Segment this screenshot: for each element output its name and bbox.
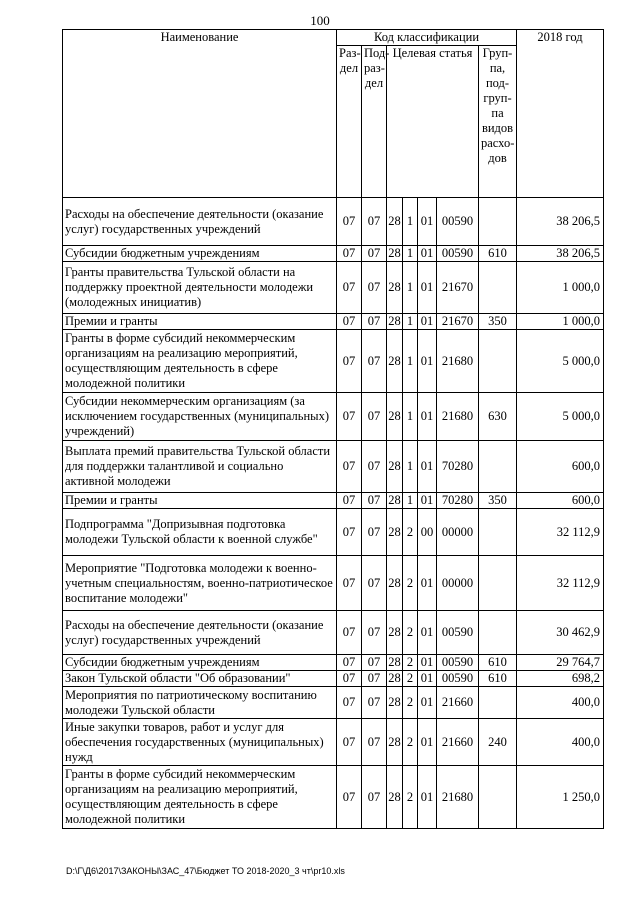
cell-target-event: 01 — [418, 655, 437, 671]
cell-target-direction: 21660 — [437, 719, 479, 766]
cell-target-subprogram: 1 — [403, 493, 418, 509]
cell-target-program: 28 — [388, 655, 401, 669]
cell-amount: 600,0 — [517, 493, 604, 509]
cell-target-subprogram: 2 — [403, 719, 418, 766]
header-podrazdel: Под- раз- дел — [362, 46, 387, 198]
cell-target-direction: 00590 — [437, 198, 479, 246]
cell-amount: 30 462,9 — [517, 611, 604, 655]
cell-target-direction: 00590 — [437, 671, 479, 687]
cell-podrazdel: 07 — [362, 719, 387, 766]
cell-target-program: 28 — [388, 314, 401, 328]
cell-name: Гранты в форме субсидий некоммерческим организациям на реализацию мероприятий, осуществляющим деятельность в сфере молодежной политики — [63, 766, 337, 829]
table-row — [63, 493, 604, 509]
cell-podrazdel: 07 — [362, 198, 387, 246]
cell-target-subprogram: 2 — [403, 655, 418, 671]
cell-expense-group — [479, 262, 517, 314]
table-row — [63, 687, 604, 719]
cell-razdel: 07 — [337, 671, 362, 687]
cell-expense-group: 610 — [479, 671, 517, 687]
cell-target-subprogram: 1 — [403, 262, 418, 314]
cell-target-subprogram: 1 — [403, 441, 418, 493]
cell-target-event: 00 — [418, 509, 437, 556]
table-row — [63, 262, 604, 314]
cell-name: Мероприятия по патриотическому воспитанию молодежи Тульской области — [63, 687, 337, 719]
cell-target-program: 28 — [388, 246, 401, 260]
cell-name: Субсидии некоммерческим организациям (за исключением государственных (муниципальных) учреждений) — [63, 393, 337, 441]
cell-name: Субсидии бюджетным учреждениям — [63, 655, 337, 671]
cell-podrazdel: 07 — [362, 687, 387, 719]
cell-expense-group — [479, 509, 517, 556]
table-body — [63, 30, 604, 829]
cell-amount: 38 206,5 — [517, 198, 604, 246]
cell-target-subprogram: 2 — [403, 671, 418, 687]
cell-razdel: 07 — [337, 766, 362, 829]
cell-target-subprogram: 2 — [403, 556, 418, 611]
cell-target-direction: 21660 — [437, 687, 479, 719]
table-row — [63, 766, 604, 829]
cell-razdel: 07 — [337, 493, 362, 509]
cell-target-direction: 00590 — [437, 246, 479, 262]
cell-amount: 400,0 — [517, 719, 604, 766]
cell-amount: 1 000,0 — [517, 262, 604, 314]
cell-razdel: 07 — [337, 655, 362, 671]
table-row — [63, 330, 604, 393]
cell-target-event: 01 — [418, 441, 437, 493]
cell-amount: 1 000,0 — [517, 314, 604, 330]
cell-target-event: 01 — [418, 766, 437, 829]
cell-podrazdel: 07 — [362, 611, 387, 655]
table-row — [63, 719, 604, 766]
cell-amount: 1 250,0 — [517, 766, 604, 829]
cell-target-subprogram: 2 — [403, 509, 418, 556]
table-row — [63, 198, 604, 246]
cell-podrazdel: 07 — [362, 493, 387, 509]
cell-target-program: 28 — [388, 671, 401, 685]
cell-target-subprogram: 1 — [403, 393, 418, 441]
cell-expense-group: 350 — [479, 493, 517, 509]
table-row — [63, 671, 604, 687]
cell-target-subprogram: 1 — [403, 246, 418, 262]
cell-podrazdel: 07 — [362, 671, 387, 687]
cell-target-event: 01 — [418, 556, 437, 611]
header-target: Целевая статья — [387, 46, 479, 198]
cell-podrazdel: 07 — [362, 393, 387, 441]
cell-amount: 29 764,7 — [517, 655, 604, 671]
cell-target-event: 01 — [418, 246, 437, 262]
table-row — [63, 314, 604, 330]
cell-target-direction: 70280 — [437, 493, 479, 509]
cell-expense-group — [479, 766, 517, 829]
cell-expense-group — [479, 556, 517, 611]
cell-razdel: 07 — [337, 719, 362, 766]
cell-name: Закон Тульской области "Об образовании" — [63, 671, 337, 687]
cell-razdel: 07 — [337, 330, 362, 393]
cell-razdel: 07 — [337, 687, 362, 719]
cell-razdel: 07 — [337, 198, 362, 246]
cell-podrazdel: 07 — [362, 509, 387, 556]
cell-target-event: 01 — [418, 611, 437, 655]
cell-name: Премии и гранты — [63, 314, 337, 330]
footer-path: D:\Г\Д6\2017\ЗАКОНЫ\ЗАС_47\Бюджет ТО 2018-2020_3 чт\pr10.xls — [66, 866, 345, 876]
cell-name: Мероприятие "Подготовка молодежи к военно-учетным специальностям, военно-патриотическое воспитание молодежи" — [63, 556, 337, 611]
cell-target-direction: 00000 — [437, 556, 479, 611]
cell-target-direction: 21670 — [437, 314, 479, 330]
cell-target-event: 01 — [418, 671, 437, 687]
cell-target-event: 01 — [418, 330, 437, 393]
header-group: Груп- па, под- груп- па видов расхо- дов — [479, 46, 517, 198]
cell-target-subprogram: 2 — [403, 766, 418, 829]
cell-target-event: 01 — [418, 198, 437, 246]
cell-target-event: 01 — [418, 493, 437, 509]
table-row — [63, 393, 604, 441]
cell-target-event: 01 — [418, 393, 437, 441]
cell-amount: 5 000,0 — [517, 330, 604, 393]
cell-razdel: 07 — [337, 556, 362, 611]
cell-razdel: 07 — [337, 262, 362, 314]
cell-target-subprogram: 1 — [403, 198, 418, 246]
table-row — [63, 611, 604, 655]
cell-podrazdel: 07 — [362, 655, 387, 671]
cell-podrazdel: 07 — [362, 246, 387, 262]
cell-target-event: 01 — [418, 262, 437, 314]
cell-target-program: 28 — [387, 441, 403, 493]
cell-target-program: 28 — [387, 198, 403, 246]
cell-name: Субсидии бюджетным учреждениям — [63, 246, 337, 262]
header-row-top — [63, 30, 604, 46]
cell-target-subprogram: 1 — [403, 330, 418, 393]
cell-amount: 32 112,9 — [517, 509, 604, 556]
cell-target-subprogram: 2 — [403, 611, 418, 655]
cell-target-subprogram: 1 — [403, 314, 418, 330]
header-year: 2018 год — [517, 30, 604, 198]
cell-expense-group — [479, 611, 517, 655]
cell-podrazdel: 07 — [362, 262, 387, 314]
cell-target-event: 01 — [418, 314, 437, 330]
cell-target-direction: 21670 — [437, 262, 479, 314]
cell-target-direction: 00590 — [437, 655, 479, 671]
cell-amount: 698,2 — [517, 671, 604, 687]
cell-razdel: 07 — [337, 393, 362, 441]
cell-expense-group: 630 — [479, 393, 517, 441]
cell-podrazdel: 07 — [362, 441, 387, 493]
cell-razdel: 07 — [337, 611, 362, 655]
cell-target-program: 28 — [387, 719, 403, 766]
cell-target-program: 28 — [387, 509, 403, 556]
cell-target-direction: 70280 — [437, 441, 479, 493]
cell-name: Выплата премий правительства Тульской области для поддержки талантливой и социально активной молодежи — [63, 441, 337, 493]
header-name: Наименование — [63, 30, 337, 198]
cell-target-program: 28 — [387, 611, 403, 655]
cell-name: Расходы на обеспечение деятельности (оказание услуг) государственных учреждений — [63, 198, 337, 246]
cell-name: Подпрограмма "Допризывная подготовка молодежи Тульской области к военной службе" — [63, 509, 337, 556]
cell-expense-group: 240 — [479, 719, 517, 766]
cell-target-event: 01 — [418, 719, 437, 766]
cell-target-subprogram: 2 — [403, 687, 418, 719]
cell-name: Иные закупки товаров, работ и услуг для обеспечения государственных (муниципальных) нужд — [63, 719, 337, 766]
cell-podrazdel: 07 — [362, 556, 387, 611]
cell-razdel: 07 — [337, 246, 362, 262]
cell-expense-group: 610 — [479, 246, 517, 262]
cell-razdel: 07 — [337, 314, 362, 330]
cell-target-event: 01 — [418, 687, 437, 719]
header-classification: Код классификации — [337, 30, 517, 46]
cell-expense-group: 610 — [479, 655, 517, 671]
cell-name: Гранты правительства Тульской области на поддержку проектной деятельности молодежи (молодежных инициатив) — [63, 262, 337, 314]
cell-target-direction: 21680 — [437, 330, 479, 393]
cell-target-program: 28 — [387, 556, 403, 611]
cell-podrazdel: 07 — [362, 330, 387, 393]
header-razdel: Раз- дел — [337, 46, 362, 198]
cell-podrazdel: 07 — [362, 314, 387, 330]
cell-podrazdel: 07 — [362, 766, 387, 829]
table-row — [63, 509, 604, 556]
cell-target-direction: 21680 — [437, 766, 479, 829]
cell-name: Расходы на обеспечение деятельности (оказание услуг) государственных учреждений — [63, 611, 337, 655]
table-row — [63, 556, 604, 611]
cell-target-program: 28 — [387, 766, 403, 829]
cell-target-program: 28 — [387, 687, 403, 719]
cell-target-direction: 21680 — [437, 393, 479, 441]
cell-target-program: 28 — [387, 330, 403, 393]
cell-target-program: 28 — [387, 262, 403, 314]
cell-target-program: 28 — [387, 393, 403, 441]
cell-name: Гранты в форме субсидий некоммерческим организациям на реализацию мероприятий, осуществляющим деятельность в сфере молодежной политики — [63, 330, 337, 393]
cell-expense-group: 350 — [479, 314, 517, 330]
cell-target-direction: 00000 — [437, 509, 479, 556]
cell-name: Премии и гранты — [63, 493, 337, 509]
table-row — [63, 655, 604, 671]
table-row — [63, 441, 604, 493]
cell-razdel: 07 — [337, 441, 362, 493]
cell-expense-group — [479, 198, 517, 246]
cell-amount: 5 000,0 — [517, 393, 604, 441]
table-row — [63, 246, 604, 262]
cell-target-direction: 00590 — [437, 611, 479, 655]
cell-amount: 38 206,5 — [517, 246, 604, 262]
cell-razdel: 07 — [337, 509, 362, 556]
cell-amount: 600,0 — [517, 441, 604, 493]
cell-expense-group — [479, 330, 517, 393]
cell-amount: 32 112,9 — [517, 556, 604, 611]
budget-table — [62, 29, 604, 829]
cell-expense-group — [479, 441, 517, 493]
cell-expense-group — [479, 687, 517, 719]
cell-target-program: 28 — [388, 493, 401, 507]
cell-amount: 400,0 — [517, 687, 604, 719]
page-number: 100 — [310, 13, 330, 28]
